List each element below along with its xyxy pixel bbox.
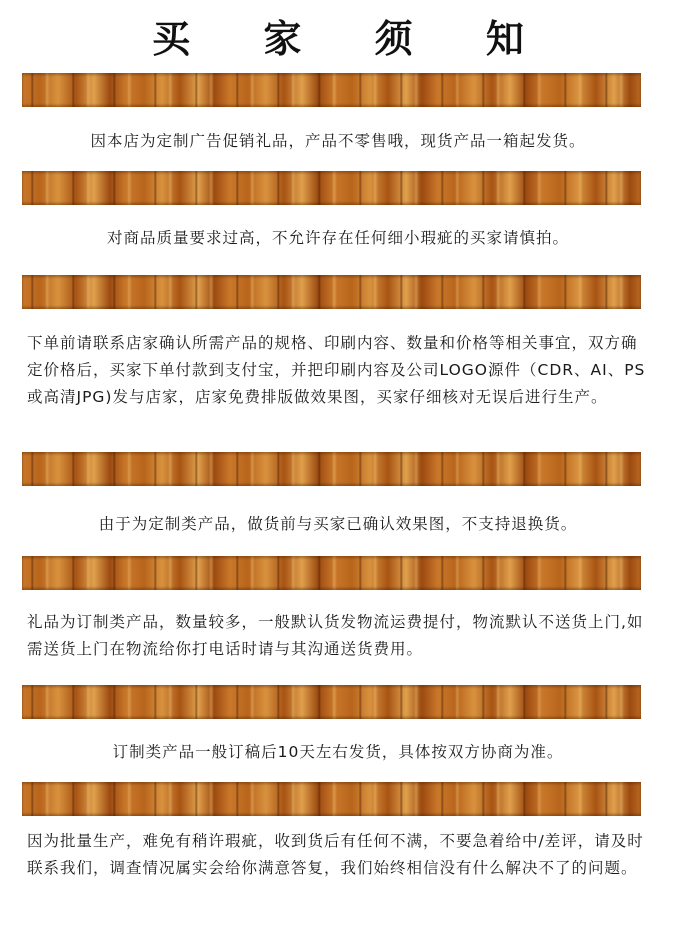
- notice-5: 礼品为订制类产品，数量较多，一般默认货发物流运费提付，物流默认不送货上门,如需送货上门在物流给你打电话时请与其沟通送货费用。: [27, 613, 644, 658]
- notice-6: 订制类产品一般订稿后10天左右发货，具体按双方协商为准。: [112, 743, 564, 761]
- wood-divider: [22, 171, 641, 205]
- notice-4: 由于为定制类产品，做货前与买家已确认效果图，不支持退换货。: [98, 515, 578, 533]
- notice-7: 因为批量生产，难免有稍许瑕疵，收到货后有任何不满，不要急着给中/差评，请及时联系我们，调查情况属实会给你满意答复，我们始终相信没有什么解决不了的问题。: [27, 832, 644, 877]
- wood-divider: [22, 685, 641, 719]
- wood-divider: [22, 556, 641, 590]
- wood-divider: [22, 452, 641, 486]
- notice-2: 对商品质量要求过高，不允许存在任何细小瑕疵的买家请慎拍。: [106, 229, 569, 247]
- wood-divider: [22, 73, 641, 107]
- wood-divider: [22, 275, 641, 309]
- notice-3: 下单前请联系店家确认所需产品的规格、印刷内容、数量和价格等相关事宜，双方确定价格后，买家下单付款到支付宝，并把印刷内容及公司LOGO源件（CDR、AI、PS或高清JPG)发与店家，店家免费排版做效果图，买家仔细核对无误后进行生产。: [27, 334, 646, 406]
- notice-1: 因本店为定制广告促销礼品，产品不零售哦，现货产品一箱起发货。: [90, 132, 586, 150]
- wood-divider: [22, 782, 641, 816]
- page-title: 买 家 须 知: [152, 16, 554, 61]
